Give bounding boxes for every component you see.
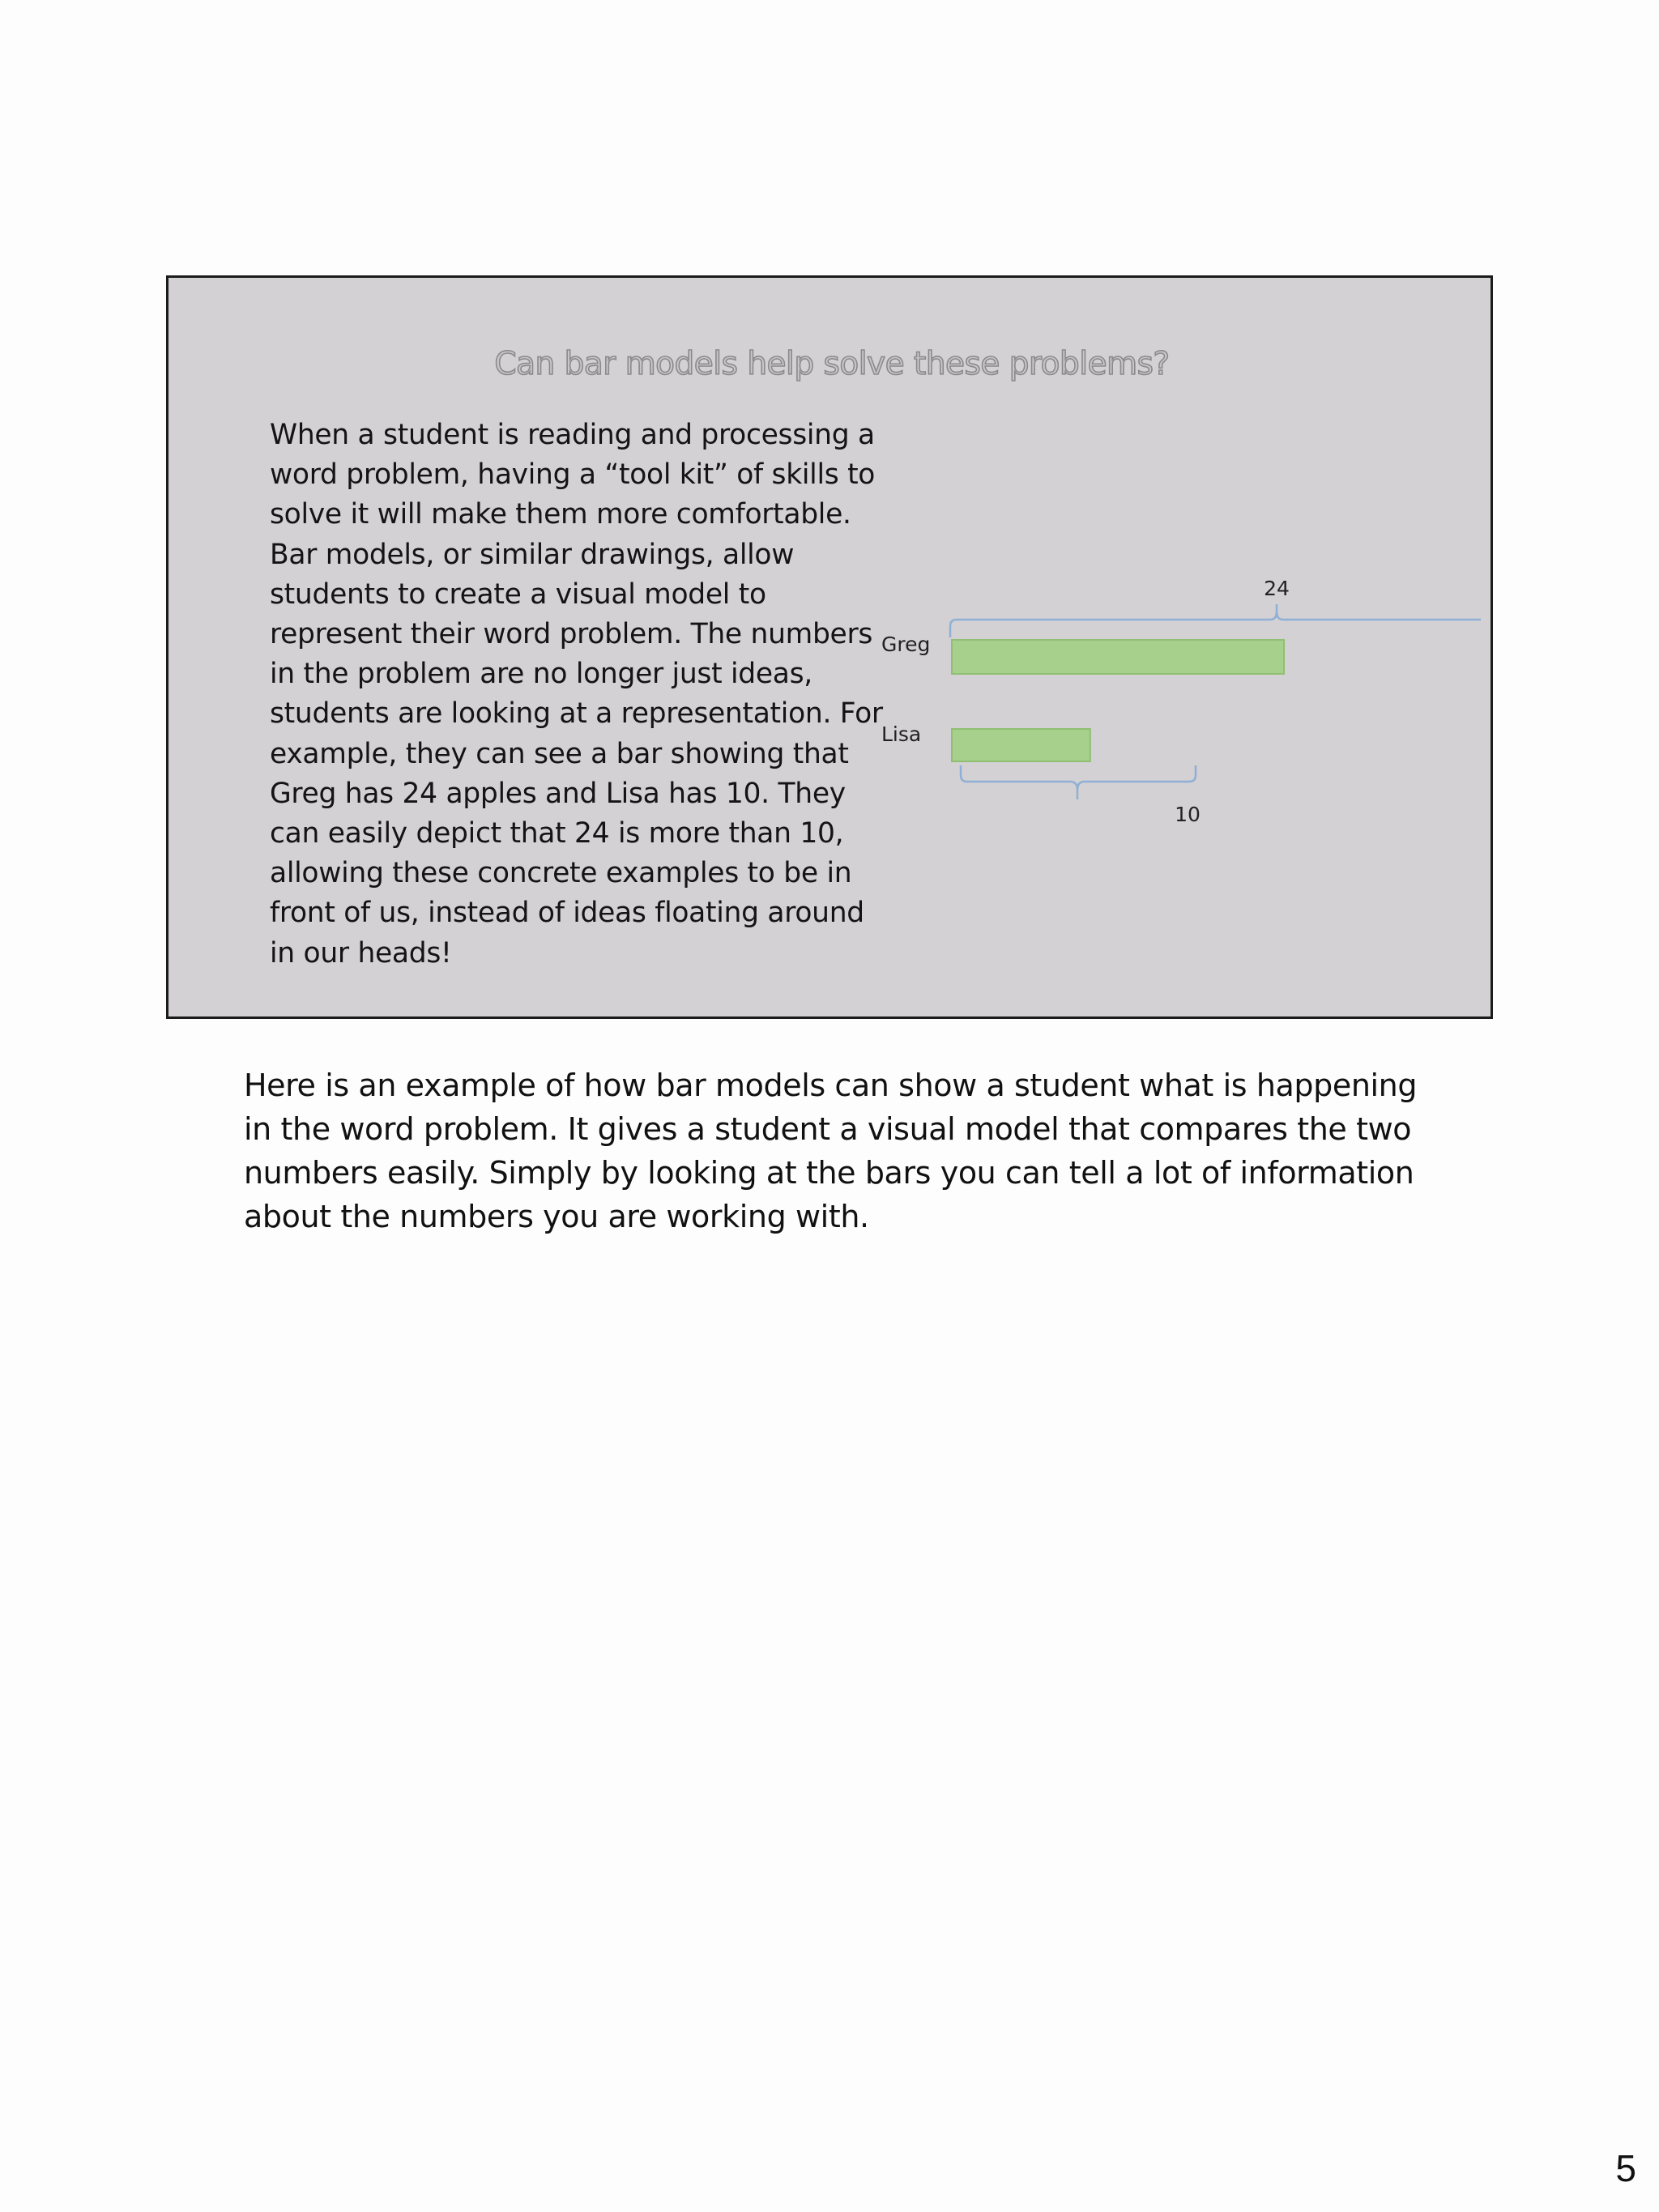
bar-value-greg: 24 [1264,577,1290,600]
bar-value-lisa: 10 [1175,803,1201,826]
caption-text: Here is an example of how bar models can show a student what is happening in the word problem. It gives a student a visual model that compares the two numbers easily. Simply by looking at the bars you can tell a lot of information about the numbers you are working with. [244,1068,1418,1234]
slide-panel [166,275,1493,1019]
brace-lisa [961,765,1196,799]
slide-body-text: When a student is reading and processing a word problem, having a “tool kit” of skills to solve it will make them more comfortable. Bar models, or similar drawings, allow students to create a visual model to represent their word problem. The numbers in the problem are no longer just ideas, students are looking at a representation. For example, they can see a bar showing that Greg has 24 apples and Lisa has 10. They can easily depict that 24 is more than 10, allowing these concrete examples to be in front of us, instead of ideas floating around in our heads! [270,419,883,970]
bar-lisa [952,729,1090,761]
page-number: 5 [1615,2147,1636,2189]
bar-greg [952,640,1284,674]
bar-label-lisa: Lisa [881,722,922,746]
brace-greg [950,604,1481,637]
bar-model-diagram [865,521,1481,877]
bar-label-greg: Greg [881,633,931,656]
slide-title: Can bar models help solve these problems? [494,346,1170,382]
